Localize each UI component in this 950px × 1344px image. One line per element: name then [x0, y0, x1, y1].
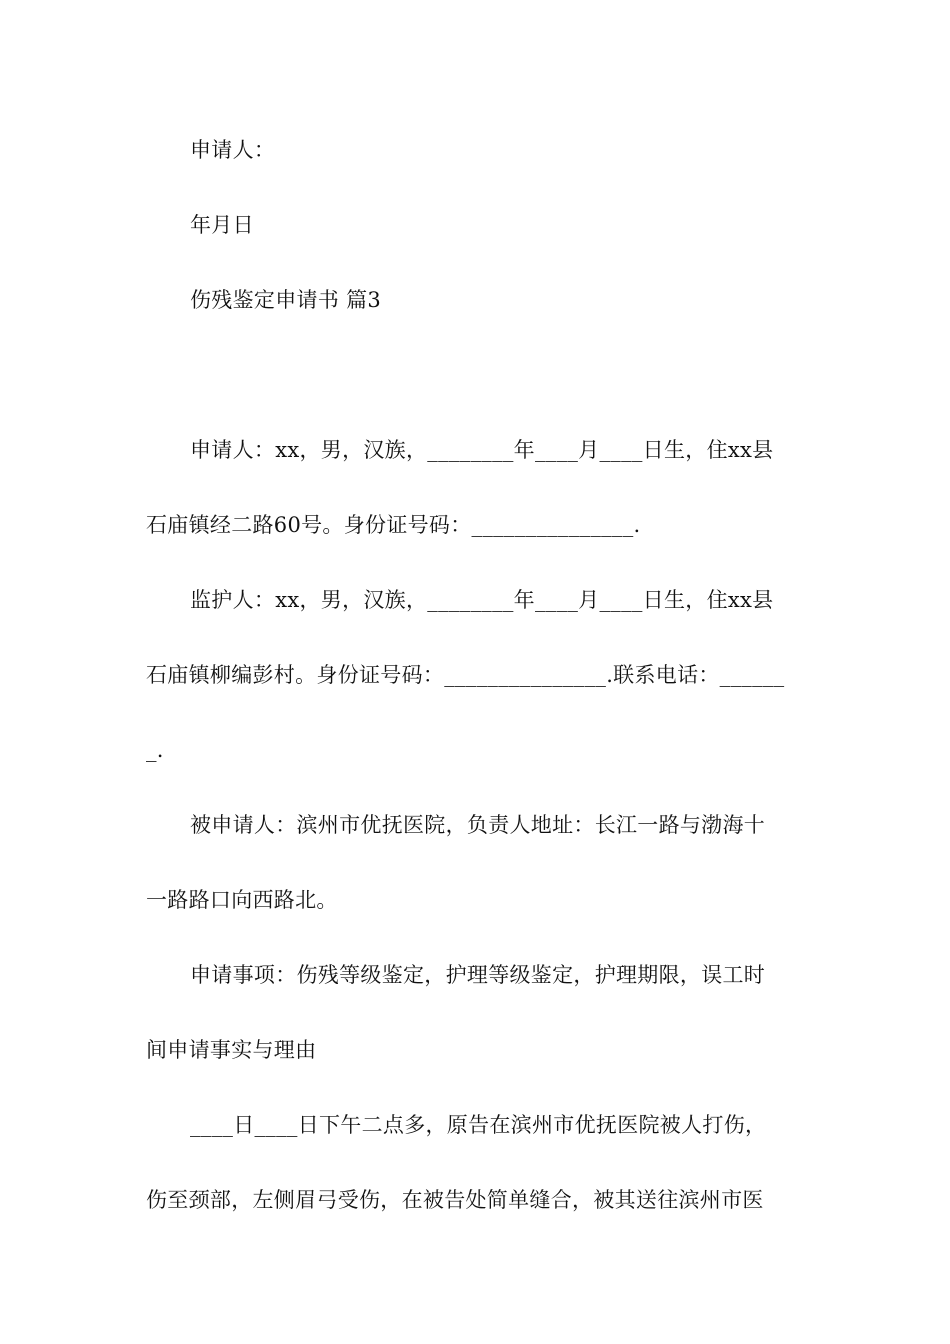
respondent-line-1: 被申请人：滨州市优抚医院，负责人地址：长江一路与渤海十	[190, 813, 766, 837]
section-heading: 伤残鉴定申请书 篇3	[190, 288, 382, 312]
request-items-line-1: 申请事项：伤残等级鉴定，护理等级鉴定，护理期限，误工时	[190, 963, 766, 987]
respondent-line-2: 一路路口向西路北。	[146, 888, 338, 912]
guardian-info-line-1: 监护人：xx，男，汉族，________年____月____日生，住xx县	[190, 588, 774, 612]
request-items-line-2: 间申请事实与理由	[146, 1038, 317, 1062]
guardian-info-line-2: 石庙镇柳编彭村。身份证号码：_______________.联系电话：______	[146, 663, 785, 687]
applicant-info-line-2: 石庙镇经二路60号。身份证号码：_______________.	[146, 513, 641, 537]
facts-line-2: 伤至颈部，左侧眉弓受伤，在被告处简单缝合，被其送往滨州市医	[146, 1188, 764, 1212]
date-line: 年月日	[190, 213, 254, 237]
applicant-signature-label: 申请人：	[190, 138, 276, 162]
guardian-info-line-3: _.	[146, 738, 164, 762]
applicant-info-line-1: 申请人：xx，男，汉族，________年____月____日生，住xx县	[190, 438, 774, 462]
facts-line-1: ____日____日下午二点多，原告在滨州市优抚医院被人打伤，	[190, 1113, 767, 1137]
